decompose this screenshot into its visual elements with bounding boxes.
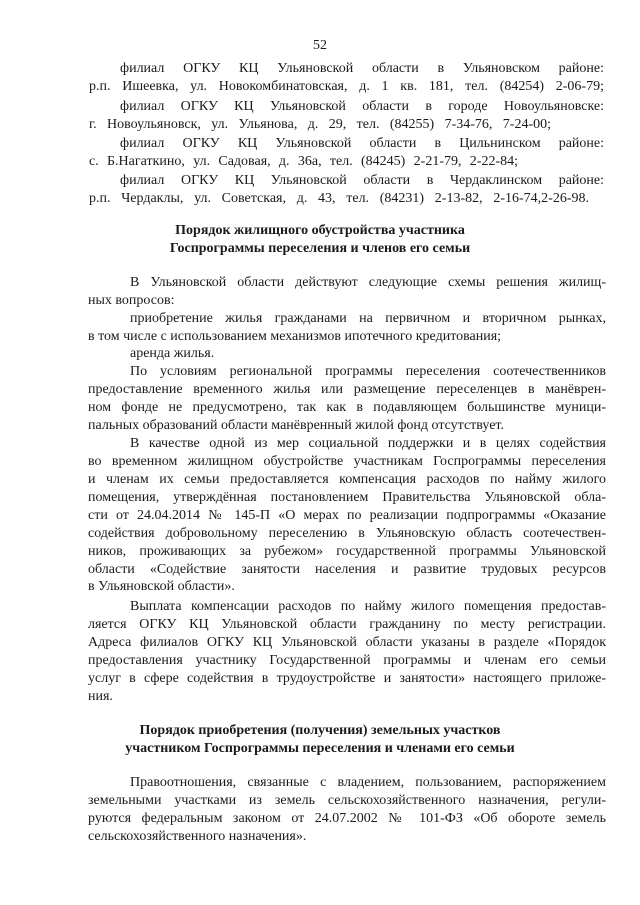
branch-line: р.п. Ишеевка, ул. Новокомбинатовская, д. 1 кв. 181, тел. (84254) 2-06-79; [89, 79, 604, 94]
body-line: По условиям региональной программы переселения соотечественников [130, 364, 606, 379]
body-line: В качестве одной из мер социальной поддержки и в целях содействия [130, 436, 606, 451]
body-line: руются федеральным законом от 24.07.2002 № 101-ФЗ «Об обороте земель [88, 811, 606, 826]
branch-line: филиал ОГКУ КЦ Ульяновской области в Чердаклинском районе: [120, 173, 604, 188]
body-line: ном фонде не предусмотрено, так как в подавляющем большинстве муници- [88, 400, 606, 415]
body-line: пальных образований области манёвренный жилой фонд отсутствует. [88, 418, 505, 433]
body-line: помещения, утверждённая постановлением Правительства Ульяновской обла- [88, 490, 606, 505]
body-line: в том числе с использованием механизмов ипотечного кредитования; [88, 329, 502, 344]
body-line: во временном жилищном обустройстве участникам Госпрограммы переселения [88, 454, 606, 469]
body-line: В Ульяновской области действуют следующие схемы решения жилищ- [130, 275, 606, 290]
branch-line: филиал ОГКУ КЦ Ульяновской области в городе Новоульяновске: [120, 99, 604, 114]
section-heading: участником Госпрограммы переселения и членами его семьи [125, 741, 515, 756]
body-line: и членам их семьи предоставляется компенсация расходов по найму жилого [88, 472, 606, 487]
body-line: ния. [88, 689, 113, 704]
body-line: ных вопросов: [88, 293, 175, 308]
body-line: услуг в сфере содействия в трудоустройстве и занятости» настоящего приложе- [88, 671, 606, 686]
section-heading: Госпрограммы переселения и членов его семьи [169, 241, 471, 256]
body-line: сельскохозяйственного назначения». [88, 829, 307, 844]
body-line: содействия добровольному переселению в Ульяновскую область соотечествен- [88, 526, 606, 541]
body-line: предоставления участнику Государственной программы и членам его семьи [88, 653, 606, 668]
body-line: ляется ОГКУ КЦ Ульяновской области гражданину по месту регистрации. [88, 617, 606, 632]
section-heading: Порядок приобретения (получения) земельных участков [139, 723, 501, 738]
body-line: приобретение жилья гражданами на первичном и вторичном рынках, [130, 311, 606, 326]
body-line: ников, проживающих за рубежом» государственной программы Ульяновской [88, 544, 606, 559]
body-line: земельными участками из земель сельскохозяйственного назначения, регули- [88, 793, 606, 808]
branch-line: р.п. Чердаклы, ул. Советская, д. 43, тел. (84231) 2-13-82, 2-16-74,2-26-98. [89, 191, 589, 206]
body-line: аренда жилья. [130, 346, 215, 361]
body-line: Правоотношения, связанные с владением, пользованием, распоряжением [130, 775, 606, 790]
section-heading: Порядок жилищного обустройства участника [175, 223, 465, 238]
body-line: Адреса филиалов ОГКУ КЦ Ульяновской области указаны в разделе «Порядок [88, 635, 606, 650]
body-line: предоставление временного жилья или размещение переселенцев в манёврен- [88, 382, 606, 397]
body-line: Выплата компенсации расходов по найму жилого помещения предостав- [130, 599, 606, 614]
body-line: сти от 24.04.2014 № 145-П «О мерах по реализации подпрограммы «Оказание [88, 508, 606, 523]
body-line: в Ульяновской области». [88, 579, 235, 594]
page-number: 52 [313, 38, 327, 53]
branch-line: г. Новоульяновск, ул. Ульянова, д. 29, тел. (84255) 7-34-76, 7-24-00; [89, 117, 551, 132]
branch-line: филиал ОГКУ КЦ Ульяновской области в Ульяновском районе: [120, 61, 604, 76]
body-line: области «Содействие занятости населения и развитие трудовых ресурсов [88, 562, 606, 577]
branch-line: с. Б.Нагаткино, ул. Садовая, д. 36а, тел. (84245) 2-21-79, 2-22-84; [89, 154, 518, 169]
branch-line: филиал ОГКУ КЦ Ульяновской области в Цильнинском районе: [120, 136, 604, 151]
